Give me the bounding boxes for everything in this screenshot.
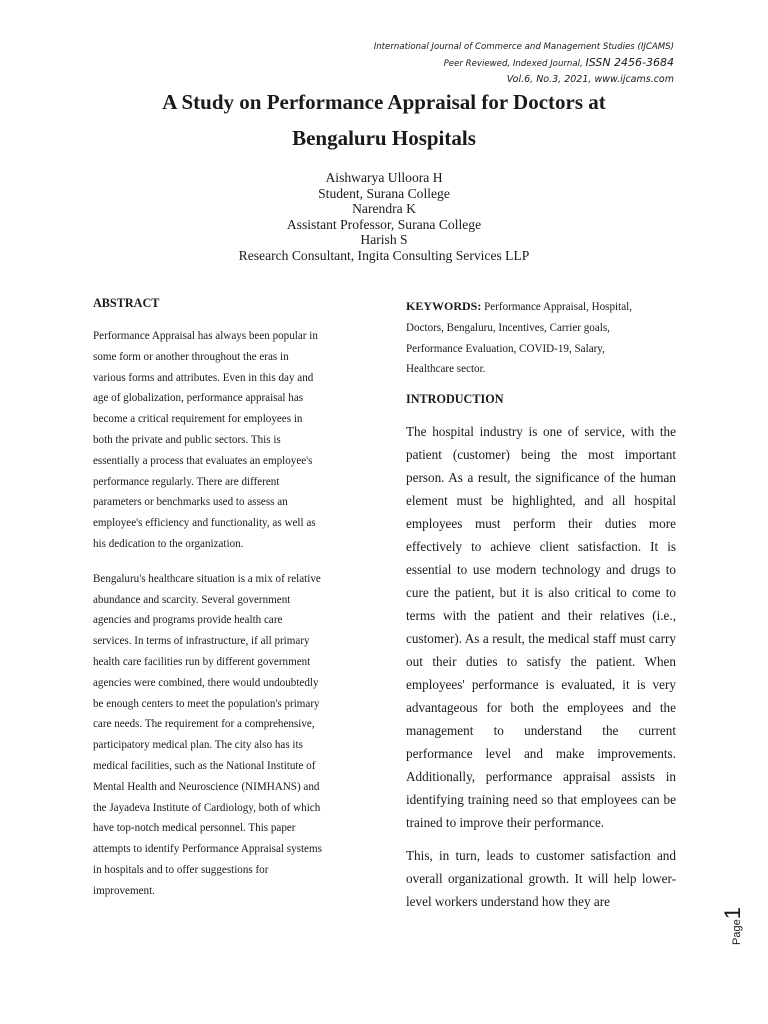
abstract-line: improvement. — [93, 884, 155, 897]
abstract-line: Performance Appraisal has always been popular in — [93, 330, 318, 342]
author-1-affiliation: Student, Surana College — [318, 185, 450, 201]
abstract-line: Bengaluru's healthcare situation is a mix of relative — [93, 572, 321, 585]
journal-review-text: Peer Reviewed, Indexed Journal, — [443, 59, 586, 69]
author-1-name: Aishwarya Ulloora H — [325, 170, 443, 185]
journal-header — [374, 40, 674, 87]
abstract-line: the Jayadeva Institute of Cardiology, both of which — [93, 801, 321, 814]
journal-name: International Journal of Commerce and Management Studies (IJCAMS) — [373, 42, 674, 52]
introduction-heading: INTRODUCTION — [406, 392, 504, 407]
abstract-line: performance regularly. There are different — [93, 475, 280, 488]
abstract-line: agencies and programs provide health care — [93, 614, 283, 627]
page-label: Page — [731, 919, 743, 945]
abstract-line: some form or another throughout the eras in — [93, 350, 289, 363]
abstract-line: have top-notch medical personnel. This paper — [93, 822, 296, 835]
paper-title-line-2: Bengaluru Hospitals — [292, 126, 476, 150]
abstract-line: agencies were combined, there would undoubtedly — [93, 676, 319, 689]
keywords-line: Doctors, Bengaluru, Incentives, Carrier goals, — [406, 321, 610, 334]
abstract-line: both the private and public sectors. This is — [93, 433, 281, 446]
keywords-line: Performance Evaluation, COVID-19, Salary, — [406, 342, 605, 355]
author-block — [0, 170, 768, 263]
keywords-line: Healthcare sector. — [406, 363, 486, 376]
introduction-paragraph-2: This, in turn, leads to customer satisfaction and overall organizational growth. It will help lower-level workers understand how they are — [406, 848, 676, 910]
abstract-line: abundance and scarcity. Several government — [93, 593, 291, 606]
abstract-line: care needs. The requirement for a comprehensive, — [93, 718, 315, 731]
abstract-line: his dedication to the organization. — [93, 537, 244, 550]
page-number-mark — [720, 885, 750, 945]
abstract-paragraph-1 — [93, 326, 369, 555]
abstract-line: become a critical requirement for employees in — [93, 413, 303, 426]
abstract-line: age of globalization, performance appraisal has — [93, 392, 304, 405]
journal-issn: ISSN 2456-3684 — [585, 56, 674, 69]
abstract-line: various forms and attributes. Even in this day and — [93, 371, 314, 384]
page-number: 1 — [720, 907, 745, 920]
right-column — [406, 296, 676, 913]
abstract-line: services. In terms of infrastructure, if all primary — [93, 635, 310, 648]
keywords-label: KEYWORDS: — [406, 299, 482, 313]
abstract-line: medical facilities, such as the National Institute of — [93, 759, 316, 772]
author-3-name: Harish S — [360, 232, 408, 247]
abstract-line: attempts to identify Performance Appraisal systems — [93, 843, 322, 856]
abstract-line: health care facilities run by different government — [93, 655, 311, 668]
abstract-heading: ABSTRACT — [93, 296, 160, 310]
journal-review-line — [374, 55, 674, 72]
abstract-line: essentially a process that evaluates an employee's — [93, 454, 313, 467]
abstract-line: be enough centers to meet the population's primary — [93, 697, 320, 710]
author-2-name: Narendra K — [352, 201, 416, 216]
introduction-paragraph-1: The hospital industry is one of service, with the patient (customer) being the most important person. As a result, the significance of the human element must be highlighted, and all hospital employees must perform their duties more effectively to achieve client satisfaction. It is essential to use modern technology and drugs to cure the patient, but it is also critical to come to terms with the patient and their relatives (i.e., customer). As a result, the medical staff must carry out their duties to satisfy the patient. When employees' performance is evaluated, it is very advantageous for both the employees and the management to understand the current performance level and make improvements. Additionally, performance appraisal assists in identifying training need so that employees can be trained to improve their performance. — [406, 424, 676, 831]
abstract-line: participatory medical plan. The city also has its — [93, 739, 303, 752]
journal-volume: Vol.6, No.3, 2021, www.ijcams.com — [506, 74, 674, 85]
author-2-affiliation: Assistant Professor, Surana College — [286, 216, 482, 232]
paper-title — [0, 84, 768, 156]
paper-title-line-1: A Study on Performance Appraisal for Doctors at — [162, 90, 606, 114]
abstract-line: Mental Health and Neuroscience (NIMHANS) and — [93, 780, 320, 793]
abstract-line: in hospitals and to offer suggestions for — [93, 863, 269, 876]
author-3-affiliation: Research Consultant, Ingita Consulting Services LLP — [238, 247, 530, 263]
keywords-line: Performance Appraisal, Hospital, — [481, 301, 632, 313]
abstract-line: employee's efficiency and functionality, as well as — [93, 517, 316, 530]
abstract-column — [93, 296, 369, 902]
abstract-paragraph-2 — [93, 569, 369, 902]
keywords-block — [406, 296, 676, 380]
abstract-line: parameters or benchmarks used to assess an — [93, 496, 288, 509]
